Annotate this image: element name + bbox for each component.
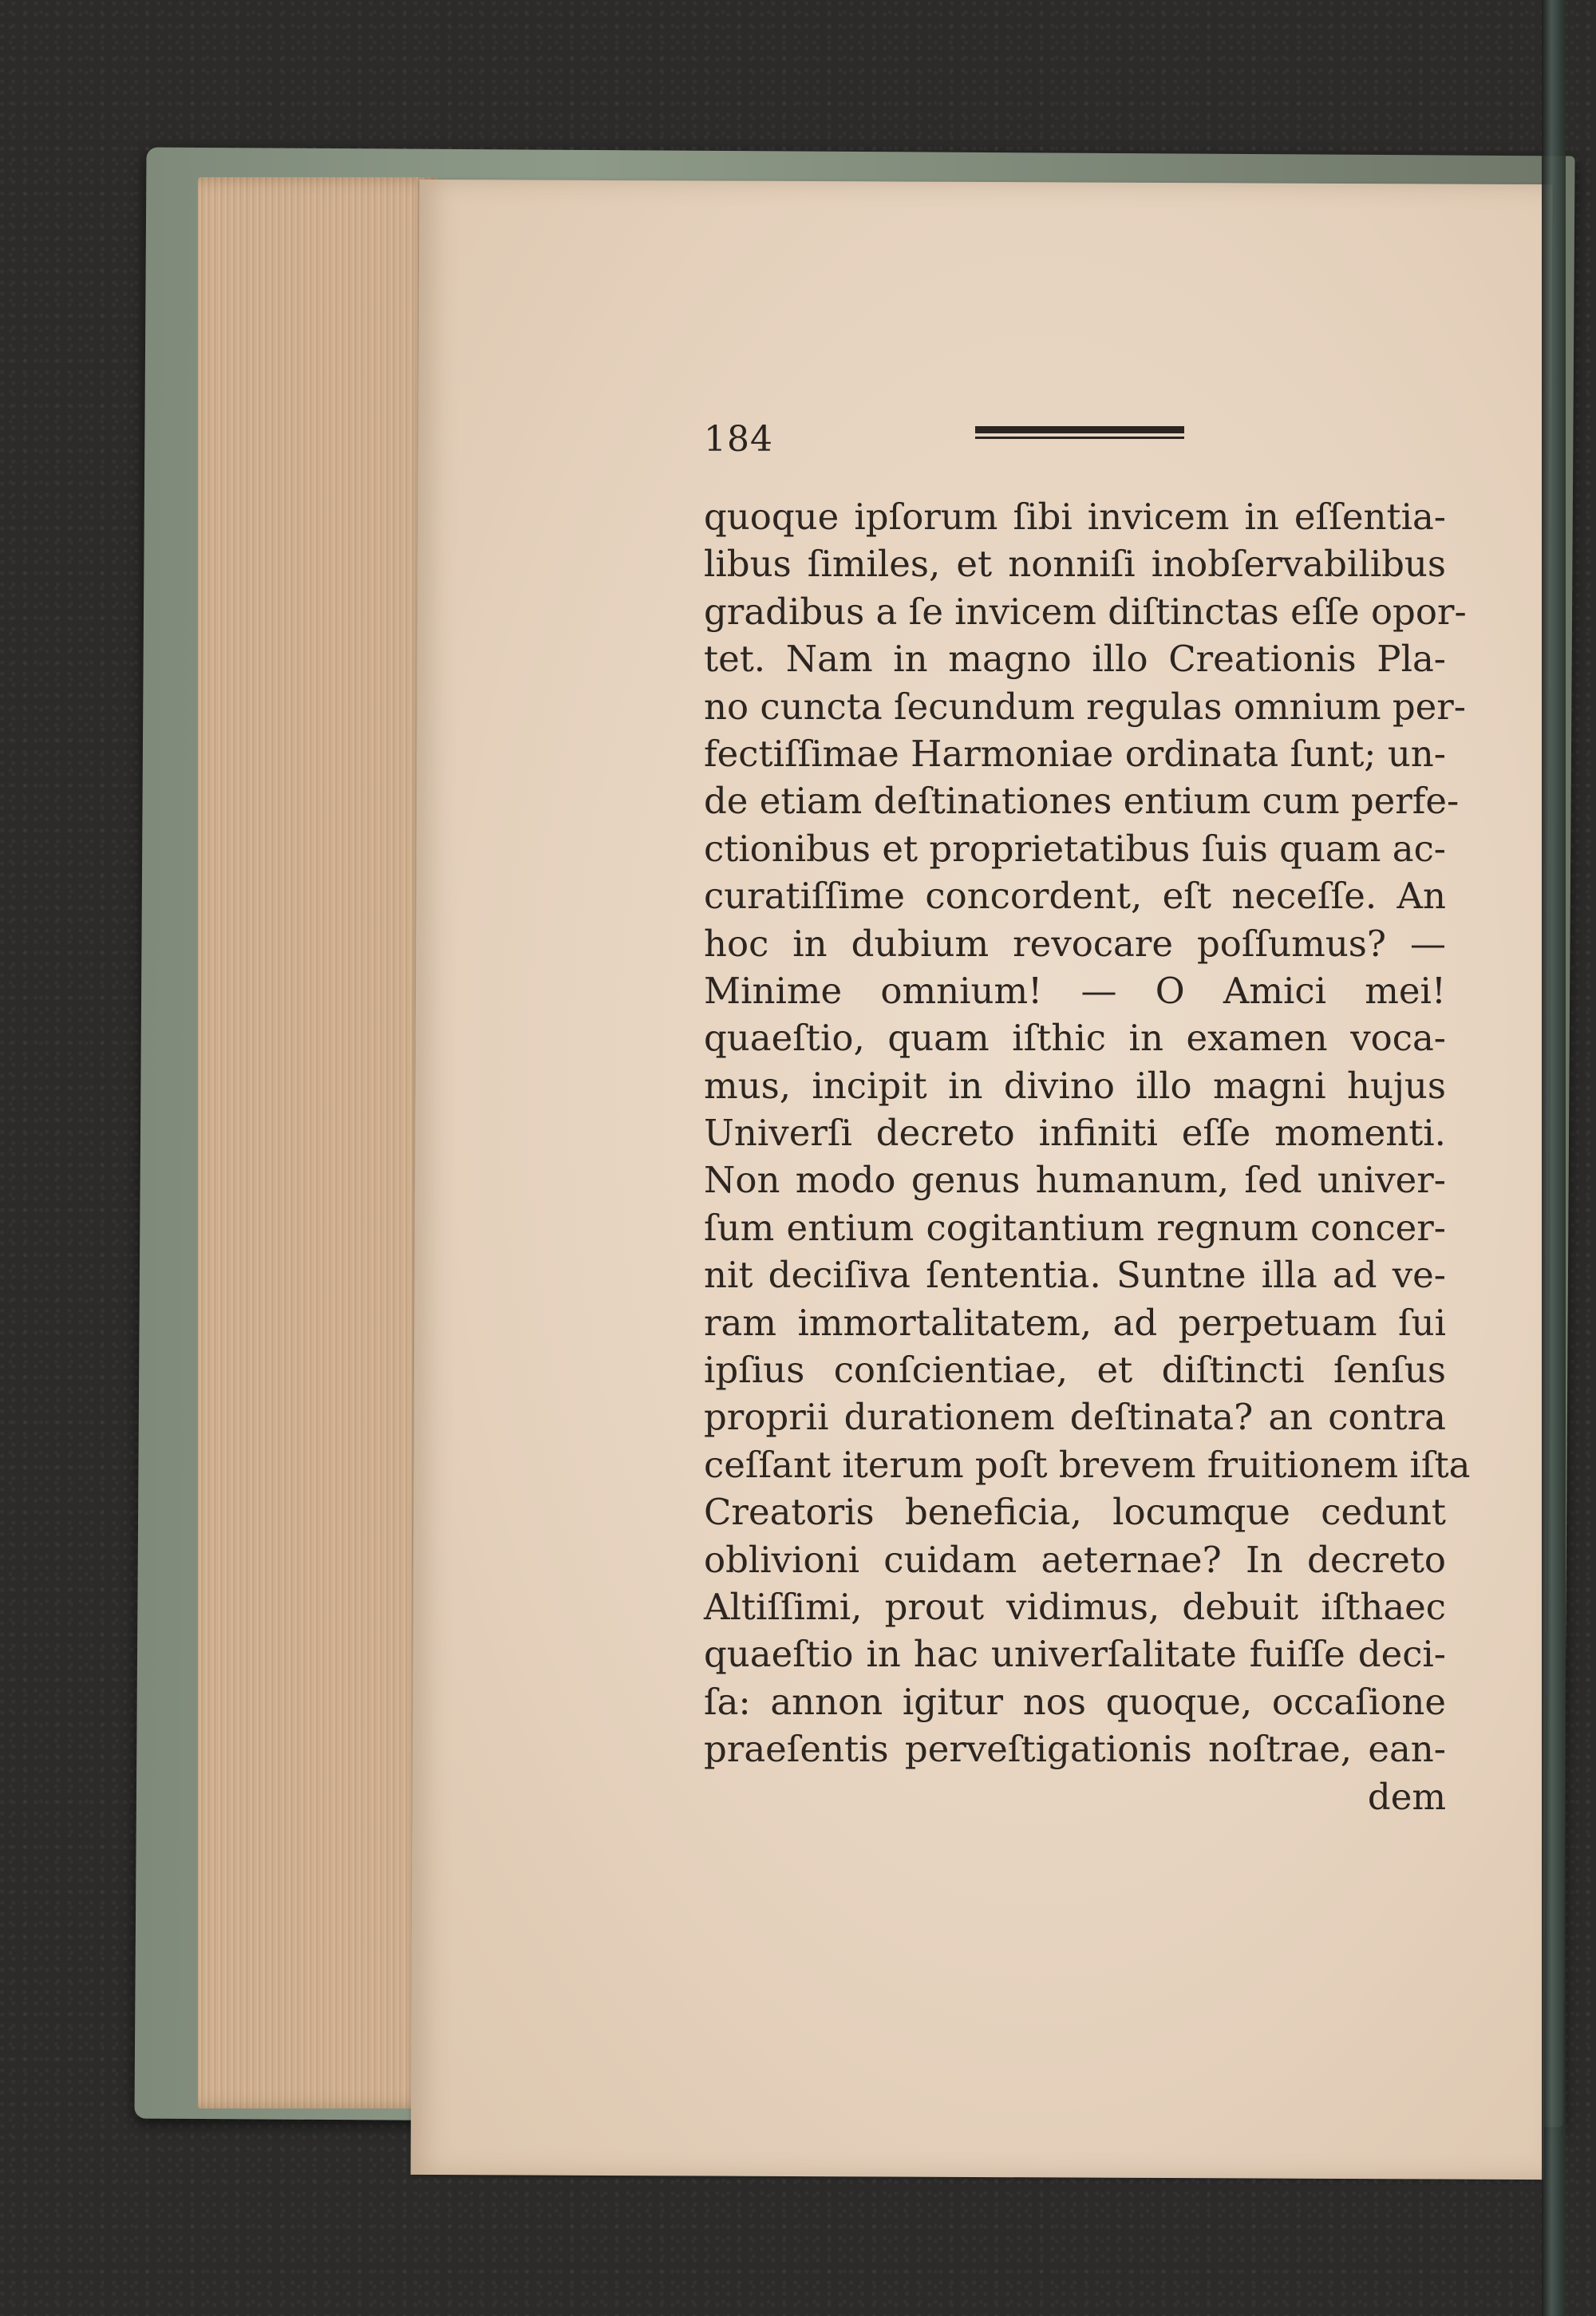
- scanner-glass-edge: [1542, 0, 1566, 2316]
- text-line: ram immortalitatem, ad perpetuam ſui: [704, 1301, 1446, 1344]
- text-line: libus ſimiles, et nonniſi inobſervabilibus: [704, 543, 1446, 586]
- text-line: Non modo genus humanum, ſed univer-: [704, 1159, 1446, 1202]
- text-line: de etiam deſtinationes entium cum perfe-: [704, 780, 1460, 823]
- text-line: hoc in dubium revocare poſſumus? —: [704, 922, 1446, 965]
- text-line: ceſſant iterum poſt brevem fruitionem iſta: [704, 1443, 1471, 1486]
- text-line: Minime omnium! — O Amici mei!: [704, 969, 1446, 1012]
- text-line: quoque ipſorum ſibi invicem in eſſentia-: [704, 496, 1446, 538]
- page-number: 184: [704, 419, 773, 460]
- text-line: ipſius conſcientiae, et diſtincti ſenſus: [704, 1349, 1446, 1392]
- text-line: Creatoris beneficia, locumque cedunt: [704, 1491, 1446, 1534]
- text-line: proprii durationem deſtinata? an contra: [704, 1396, 1446, 1439]
- text-line: ſa: annon igitur nos quoque, occaſione: [704, 1680, 1446, 1723]
- text-line: Altiſſimi, prout vidimus, debuit iſthaec: [704, 1585, 1446, 1628]
- page-edges: [198, 177, 437, 2109]
- text-line: nit deciſiva ſententia. Suntne illa ad ve-: [704, 1254, 1446, 1297]
- text-line: quaeſtio, quam iſthic in examen voca-: [704, 1017, 1446, 1060]
- text-line: Univerſi decreto infiniti eſſe momenti.: [704, 1112, 1446, 1155]
- text-line: gradibus a ſe invicem diſtinctas eſſe opor-: [704, 590, 1467, 633]
- text-line: no cuncta ſecundum regulas omnium per-: [704, 685, 1466, 728]
- text-line: curatiſſime concordent, eſt neceſſe. An: [704, 875, 1446, 918]
- header-rule: [975, 426, 1184, 439]
- text-line: tet. Nam in magno illo Creationis Pla-: [704, 638, 1446, 681]
- text-line: ctionibus et proprietatibus ſuis quam ac-: [704, 827, 1446, 870]
- text-line: ſum entium cogitantium regnum concer-: [704, 1206, 1446, 1249]
- body-text: [704, 493, 1471, 1820]
- text-line: fectiſſimae Harmoniae ordinata ſunt; un-: [704, 732, 1446, 775]
- text-line: oblivioni cuidam aeternae? In decreto: [704, 1538, 1446, 1581]
- text-line: praeſentis perveſtigationis noſtrae, ean-: [704, 1728, 1446, 1771]
- text-line: mus, incipit in divino illo magni hujus: [704, 1064, 1446, 1107]
- catchword: dem: [1367, 1775, 1446, 1818]
- text-line: quaeſtio in hac univerſalitate fuiſſe deci-: [704, 1633, 1446, 1676]
